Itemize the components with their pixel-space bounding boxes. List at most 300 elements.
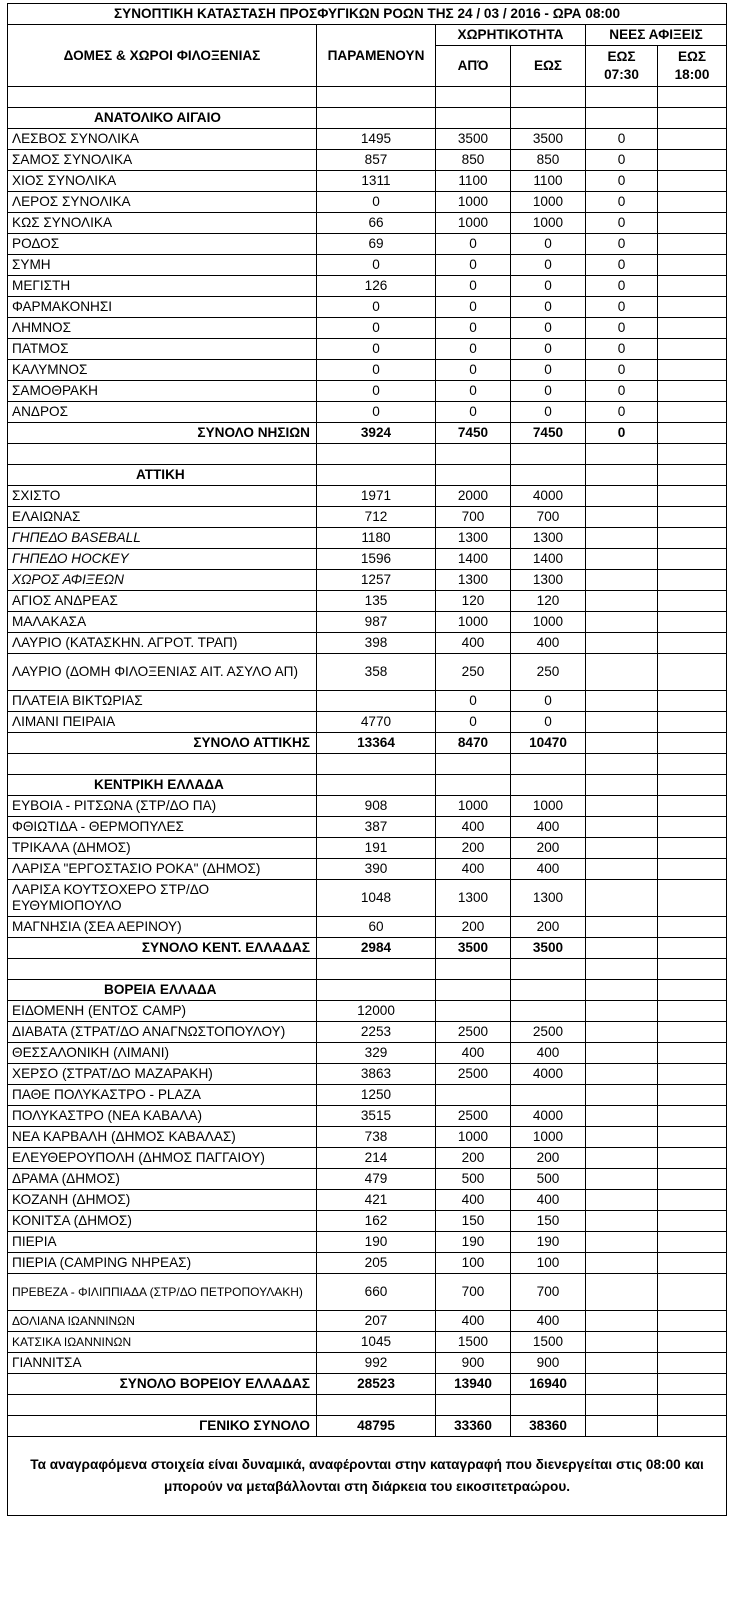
capacity-from-value: 0 [436, 318, 511, 339]
total-to-value: 3500 [511, 938, 586, 959]
arrivals-0730-value: 0 [586, 402, 658, 423]
arrivals-0730-value: 0 [586, 150, 658, 171]
empty-cell [658, 733, 727, 754]
total-from-value: 13940 [436, 1374, 511, 1395]
arrivals-1800-value [658, 1001, 727, 1022]
empty-cell [511, 87, 586, 108]
capacity-to-value: 4000 [511, 486, 586, 507]
table-row [8, 654, 727, 691]
arrivals-1800-value [658, 1211, 727, 1232]
capacity-to-value: 200 [511, 838, 586, 859]
capacity-from-value: 500 [436, 1169, 511, 1190]
table-row [8, 486, 727, 507]
section-total-row [8, 423, 727, 444]
arrivals-0730-value [586, 917, 658, 938]
arrivals-1800-value [658, 192, 727, 213]
table-row [8, 255, 727, 276]
header-until-1800: ΕΩΣ 18:00 [658, 46, 727, 87]
section-title: ΒΟΡΕΙΑ ΕΛΛΑΔΑ [8, 980, 317, 1001]
capacity-from-value: 1400 [436, 549, 511, 570]
arrivals-0730-value [586, 1190, 658, 1211]
empty-cell [658, 1374, 727, 1395]
location-name: ΡΟΔΟΣ [8, 234, 317, 255]
remaining-value: 992 [317, 1353, 436, 1374]
capacity-to-value: 400 [511, 859, 586, 880]
arrivals-1800-value [658, 150, 727, 171]
arrivals-0730-value [586, 1232, 658, 1253]
capacity-to-value: 0 [511, 276, 586, 297]
capacity-from-value: 200 [436, 1148, 511, 1169]
capacity-from-value: 1300 [436, 528, 511, 549]
header-to: ΕΩΣ [511, 46, 586, 87]
capacity-from-value: 400 [436, 1043, 511, 1064]
empty-cell [586, 444, 658, 465]
capacity-to-value: 250 [511, 654, 586, 691]
table-row [8, 360, 727, 381]
header-remaining: ΠΑΡΑΜΕΝΟΥΝ [317, 25, 436, 87]
table-row [8, 381, 727, 402]
table-row [8, 1253, 727, 1274]
header-capacity: ΧΩΡΗΤΙΚΟΤΗΤΑ [436, 25, 586, 46]
location-name: ΜΕΓΙΣΤΗ [8, 276, 317, 297]
table-row [8, 691, 727, 712]
section-header-row [8, 108, 727, 129]
table-row [8, 1064, 727, 1085]
grand-total-remaining: 48795 [317, 1416, 436, 1437]
remaining-value: 3515 [317, 1106, 436, 1127]
capacity-from-value: 200 [436, 917, 511, 938]
location-name: ΛΕΣΒΟΣ ΣΥΝΟΛΙΚΑ [8, 129, 317, 150]
empty-cell [317, 754, 436, 775]
arrivals-1800-value [658, 917, 727, 938]
remaining-value: 135 [317, 591, 436, 612]
grand-total-to: 38360 [511, 1416, 586, 1437]
location-name: ΛΙΜΑΝΙ ΠΕΙΡΑΙΑ [8, 712, 317, 733]
remaining-value: 0 [317, 402, 436, 423]
section-title: ΑΤΤΙΚΗ [8, 465, 317, 486]
empty-cell [658, 754, 727, 775]
arrivals-1800-value [658, 691, 727, 712]
remaining-value: 3863 [317, 1064, 436, 1085]
section-total-row [8, 1374, 727, 1395]
table-row [8, 318, 727, 339]
arrivals-1800-value [658, 1064, 727, 1085]
capacity-to-value: 850 [511, 150, 586, 171]
empty-cell [658, 1416, 727, 1437]
capacity-from-value: 400 [436, 859, 511, 880]
location-name: ΚΟΝΙΤΣΑ (ΔΗΜΟΣ) [8, 1211, 317, 1232]
arrivals-1800-value [658, 880, 727, 917]
table-row [8, 213, 727, 234]
capacity-from-value [436, 1085, 511, 1106]
location-name: ΕΥΒΟΙΑ - ΡΙΤΣΩΝΑ (ΣΤΡ/ΔΟ ΠΑ) [8, 796, 317, 817]
location-name: ΣΑΜΟΘΡΑΚΗ [8, 381, 317, 402]
empty-cell [436, 87, 511, 108]
location-name: ΑΓΙΟΣ ΑΝΔΡΕΑΣ [8, 591, 317, 612]
arrivals-0730-value [586, 1001, 658, 1022]
table-row [8, 917, 727, 938]
remaining-value: 207 [317, 1311, 436, 1332]
empty-cell [436, 775, 511, 796]
location-name: ΠΡΕΒΕΖΑ - ΦΙΛΙΠΠΙΑΔΑ (ΣΤΡ/ΔΟ ΠΕΤΡΟΠΟΥΛΑΚΗ) [8, 1274, 317, 1311]
arrivals-1800-value [658, 1190, 727, 1211]
table-row [8, 570, 727, 591]
capacity-to-value: 190 [511, 1232, 586, 1253]
capacity-from-value: 0 [436, 360, 511, 381]
capacity-to-value: 0 [511, 402, 586, 423]
arrivals-1800-value [658, 318, 727, 339]
location-name: ΓΗΠΕΔΟ HOCKEY [8, 549, 317, 570]
remaining-value: 1596 [317, 549, 436, 570]
table-row [8, 1274, 727, 1311]
empty-cell [511, 1395, 586, 1416]
capacity-to-value: 1300 [511, 880, 586, 917]
empty-cell [511, 959, 586, 980]
section-header-row [8, 980, 727, 1001]
table-row [8, 838, 727, 859]
table-row [8, 1085, 727, 1106]
total-arrivals-0730-value [586, 1374, 658, 1395]
location-name: ΑΝΔΡΟΣ [8, 402, 317, 423]
location-name: ΠΙΕΡΙΑ [8, 1232, 317, 1253]
spacer-row [8, 87, 727, 108]
remaining-value: 712 [317, 507, 436, 528]
table-row [8, 1232, 727, 1253]
remaining-value: 2253 [317, 1022, 436, 1043]
table-row [8, 1106, 727, 1127]
grand-total-label: ΓΕΝΙΚΟ ΣΥΝΟΛΟ [8, 1416, 317, 1437]
empty-cell [436, 1395, 511, 1416]
capacity-to-value: 1400 [511, 549, 586, 570]
remaining-value: 660 [317, 1274, 436, 1311]
total-arrivals-0730-value [586, 733, 658, 754]
remaining-value: 60 [317, 917, 436, 938]
capacity-to-value: 0 [511, 712, 586, 733]
remaining-value: 1495 [317, 129, 436, 150]
remaining-value: 190 [317, 1232, 436, 1253]
capacity-to-value: 200 [511, 917, 586, 938]
remaining-value: 1257 [317, 570, 436, 591]
location-name: ΦΑΡΜΑΚΟΝΗΣΙ [8, 297, 317, 318]
empty-cell [317, 775, 436, 796]
arrivals-1800-value [658, 486, 727, 507]
location-name: ΝΕΑ ΚΑΡΒΑΛΗ (ΔΗΜΟΣ ΚΑΒΑΛΑΣ) [8, 1127, 317, 1148]
arrivals-1800-value [658, 402, 727, 423]
remaining-value: 205 [317, 1253, 436, 1274]
remaining-value: 0 [317, 297, 436, 318]
arrivals-0730-value [586, 1085, 658, 1106]
remaining-value: 0 [317, 381, 436, 402]
location-name: ΔΡΑΜΑ (ΔΗΜΟΣ) [8, 1169, 317, 1190]
arrivals-0730-value [586, 549, 658, 570]
arrivals-0730-value: 0 [586, 129, 658, 150]
empty-cell [586, 980, 658, 1001]
footnote-row [8, 1437, 727, 1516]
remaining-value: 12000 [317, 1001, 436, 1022]
arrivals-1800-value [658, 1148, 727, 1169]
capacity-to-value [511, 1085, 586, 1106]
location-name: ΛΑΡΙΣΑ "ΕΡΓΟΣΤΑΣΙΟ ΡΟΚΑ" (ΔΗΜΟΣ) [8, 859, 317, 880]
capacity-to-value: 0 [511, 339, 586, 360]
arrivals-0730-value [586, 654, 658, 691]
table-row [8, 129, 727, 150]
total-remaining-value: 2984 [317, 938, 436, 959]
section-total-row [8, 733, 727, 754]
section-title: ΚΕΝΤΡΙΚΗ ΕΛΛΑΔΑ [8, 775, 317, 796]
capacity-from-value: 0 [436, 276, 511, 297]
table-row [8, 1190, 727, 1211]
title-row [8, 4, 727, 25]
capacity-from-value: 1000 [436, 612, 511, 633]
arrivals-0730-value [586, 1169, 658, 1190]
remaining-value: 0 [317, 255, 436, 276]
arrivals-1800-value [658, 171, 727, 192]
table-row [8, 150, 727, 171]
arrivals-0730-value [586, 1253, 658, 1274]
location-name: ΜΑΛΑΚΑΣΑ [8, 612, 317, 633]
arrivals-0730-value: 0 [586, 255, 658, 276]
capacity-to-value: 200 [511, 1148, 586, 1169]
capacity-from-value: 0 [436, 339, 511, 360]
location-name: ΤΡΙΚΑΛΑ (ΔΗΜΟΣ) [8, 838, 317, 859]
remaining-value: 0 [317, 339, 436, 360]
capacity-to-value: 3500 [511, 129, 586, 150]
arrivals-0730-value [586, 712, 658, 733]
remaining-value: 857 [317, 150, 436, 171]
location-name: ΛΕΡΟΣ ΣΥΝΟΛΙΚΑ [8, 192, 317, 213]
arrivals-1800-value [658, 838, 727, 859]
empty-cell [511, 754, 586, 775]
table-row [8, 859, 727, 880]
capacity-from-value: 1000 [436, 213, 511, 234]
total-remaining-value: 13364 [317, 733, 436, 754]
table-row [8, 633, 727, 654]
arrivals-1800-value [658, 1106, 727, 1127]
remaining-value: 4770 [317, 712, 436, 733]
remaining-value: 358 [317, 654, 436, 691]
capacity-to-value: 0 [511, 691, 586, 712]
table-row [8, 1211, 727, 1232]
arrivals-1800-value [658, 859, 727, 880]
capacity-from-value: 0 [436, 712, 511, 733]
arrivals-1800-value [658, 1353, 727, 1374]
capacity-from-value: 700 [436, 1274, 511, 1311]
section-total-label: ΣΥΝΟΛΟ ΑΤΤΙΚΗΣ [8, 733, 317, 754]
remaining-value: 390 [317, 859, 436, 880]
header-structures: ΔΟΜΕΣ & ΧΩΡΟΙ ΦΙΛΟΞΕΝΙΑΣ [8, 25, 317, 87]
arrivals-0730-value [586, 1106, 658, 1127]
capacity-from-value: 150 [436, 1211, 511, 1232]
location-name: ΚΑΤΣΙΚΑ ΙΩΑΝΝΙΝΩΝ [8, 1332, 317, 1353]
section-total-label: ΣΥΝΟΛΟ ΚΕΝΤ. ΕΛΛΑΔΑΣ [8, 938, 317, 959]
section-total-label: ΣΥΝΟΛΟ ΒΟΡΕΙΟΥ ΕΛΛΑΔΑΣ [8, 1374, 317, 1395]
report-title: ΣΥΝΟΠΤΙΚΗ ΚΑΤΑΣΤΑΣΗ ΠΡΟΣΦΥΓΙΚΩΝ ΡΟΩΝ ΤΗΣ 24 / 03 / 2016 - ΩΡΑ 08:00 [8, 4, 727, 25]
empty-cell [8, 444, 317, 465]
location-name: ΕΛΕΥΘΕΡΟΥΠΟΛΗ (ΔΗΜΟΣ ΠΑΓΓΑΙΟΥ) [8, 1148, 317, 1169]
location-name: ΕΛΑΙΩΝΑΣ [8, 507, 317, 528]
remaining-value: 1250 [317, 1085, 436, 1106]
empty-cell [511, 444, 586, 465]
location-name: ΔΟΛΙΑΝΑ ΙΩΑΝΝΙΝΩΝ [8, 1311, 317, 1332]
table-row [8, 1001, 727, 1022]
remaining-value: 1048 [317, 880, 436, 917]
arrivals-1800-value [658, 276, 727, 297]
arrivals-0730-value [586, 1353, 658, 1374]
remaining-value: 69 [317, 234, 436, 255]
table-row [8, 297, 727, 318]
table-row [8, 402, 727, 423]
arrivals-1800-value [658, 1332, 727, 1353]
capacity-from-value: 0 [436, 381, 511, 402]
capacity-from-value: 850 [436, 150, 511, 171]
arrivals-0730-value [586, 796, 658, 817]
empty-cell [511, 980, 586, 1001]
capacity-from-value: 900 [436, 1353, 511, 1374]
empty-cell [658, 938, 727, 959]
spacer-row [8, 444, 727, 465]
total-arrivals-0730-value [586, 938, 658, 959]
location-name: ΚΩΣ ΣΥΝΟΛΙΚΑ [8, 213, 317, 234]
table-row [8, 276, 727, 297]
section-total-label: ΣΥΝΟΛΟ ΝΗΣΙΩΝ [8, 423, 317, 444]
remaining-value: 1971 [317, 486, 436, 507]
arrivals-0730-value: 0 [586, 192, 658, 213]
table-row [8, 549, 727, 570]
empty-cell [586, 775, 658, 796]
table-row [8, 1127, 727, 1148]
header-new-arrivals: ΝΕΕΣ ΑΦΙΞΕΙΣ [586, 25, 727, 46]
table-row [8, 234, 727, 255]
remaining-value: 738 [317, 1127, 436, 1148]
arrivals-1800-value [658, 712, 727, 733]
capacity-to-value: 0 [511, 297, 586, 318]
table-row [8, 880, 727, 917]
arrivals-1800-value [658, 213, 727, 234]
arrivals-1800-value [658, 255, 727, 276]
capacity-to-value: 100 [511, 1253, 586, 1274]
arrivals-0730-value [586, 1043, 658, 1064]
capacity-from-value: 3500 [436, 129, 511, 150]
remaining-value: 479 [317, 1169, 436, 1190]
capacity-to-value: 150 [511, 1211, 586, 1232]
header-from: ΑΠΌ [436, 46, 511, 87]
capacity-from-value: 250 [436, 654, 511, 691]
header-until-0730: ΕΩΣ 07:30 [586, 46, 658, 87]
capacity-to-value: 0 [511, 255, 586, 276]
table-row [8, 1043, 727, 1064]
empty-cell [586, 959, 658, 980]
table-row [8, 339, 727, 360]
empty-cell [658, 959, 727, 980]
remaining-value: 0 [317, 360, 436, 381]
capacity-from-value: 2000 [436, 486, 511, 507]
location-name: ΣΥΜΗ [8, 255, 317, 276]
empty-cell [436, 108, 511, 129]
location-name: ΧΕΡΣΟ (ΣΤΡΑΤ/ΔΟ ΜΑΖΑΡΑΚΗ) [8, 1064, 317, 1085]
capacity-to-value: 400 [511, 633, 586, 654]
table-row [8, 192, 727, 213]
capacity-to-value: 1300 [511, 570, 586, 591]
arrivals-1800-value [658, 796, 727, 817]
empty-cell [658, 444, 727, 465]
capacity-from-value: 200 [436, 838, 511, 859]
capacity-to-value: 900 [511, 1353, 586, 1374]
location-name: ΛΑΥΡΙΟ (ΔΟΜΗ ΦΙΛΟΞΕΝΙΑΣ ΑΙΤ. ΑΣΥΛΟ ΑΠ) [8, 654, 317, 691]
arrivals-0730-value: 0 [586, 297, 658, 318]
arrivals-0730-value [586, 1148, 658, 1169]
table-row [8, 1311, 727, 1332]
empty-cell [658, 108, 727, 129]
location-name: ΔΙΑΒΑΤΑ (ΣΤΡΑΤ/ΔΟ ΑΝΑΓΝΩΣΤΟΠΟΥΛΟΥ) [8, 1022, 317, 1043]
arrivals-1800-value [658, 297, 727, 318]
empty-cell [317, 108, 436, 129]
capacity-to-value: 4000 [511, 1064, 586, 1085]
total-from-value: 8470 [436, 733, 511, 754]
arrivals-0730-value [586, 1211, 658, 1232]
capacity-to-value: 700 [511, 1274, 586, 1311]
total-remaining-value: 28523 [317, 1374, 436, 1395]
empty-cell [436, 444, 511, 465]
remaining-value [317, 691, 436, 712]
empty-cell [658, 465, 727, 486]
arrivals-1800-value [658, 129, 727, 150]
empty-cell [511, 108, 586, 129]
arrivals-1800-value [658, 1232, 727, 1253]
capacity-from-value: 1300 [436, 880, 511, 917]
remaining-value: 387 [317, 817, 436, 838]
capacity-to-value: 2500 [511, 1022, 586, 1043]
arrivals-1800-value [658, 1274, 727, 1311]
table-row [8, 528, 727, 549]
table-row [8, 1148, 727, 1169]
empty-cell [586, 87, 658, 108]
arrivals-0730-value [586, 1332, 658, 1353]
capacity-to-value: 0 [511, 234, 586, 255]
arrivals-1800-value [658, 654, 727, 691]
arrivals-0730-value [586, 1064, 658, 1085]
capacity-to-value: 400 [511, 817, 586, 838]
remaining-value: 191 [317, 838, 436, 859]
table-row [8, 612, 727, 633]
capacity-from-value: 190 [436, 1232, 511, 1253]
arrivals-0730-value [586, 486, 658, 507]
capacity-from-value: 0 [436, 297, 511, 318]
capacity-to-value: 0 [511, 318, 586, 339]
capacity-to-value: 400 [511, 1190, 586, 1211]
arrivals-0730-value: 0 [586, 276, 658, 297]
location-name: ΠΟΛΥΚΑΣΤΡΟ (ΝΕΑ ΚΑΒΑΛΑ) [8, 1106, 317, 1127]
table-row [8, 796, 727, 817]
arrivals-0730-value [586, 880, 658, 917]
arrivals-0730-value [586, 838, 658, 859]
arrivals-1800-value [658, 339, 727, 360]
empty-cell [8, 959, 317, 980]
refugee-flows-table [7, 3, 727, 1516]
location-name: ΚΟΖΑΝΗ (ΔΗΜΟΣ) [8, 1190, 317, 1211]
empty-cell [586, 465, 658, 486]
arrivals-1800-value [658, 591, 727, 612]
location-name: ΚΑΛΥΜΝΟΣ [8, 360, 317, 381]
header-row-1 [8, 25, 727, 46]
capacity-from-value: 0 [436, 402, 511, 423]
section-title: ΑΝΑΤΟΛΙΚΟ ΑΙΓΑΙΟ [8, 108, 317, 129]
remaining-value: 987 [317, 612, 436, 633]
arrivals-1800-value [658, 1043, 727, 1064]
empty-cell [436, 465, 511, 486]
empty-cell [511, 465, 586, 486]
arrivals-1800-value [658, 507, 727, 528]
location-name: ΣΧΙΣΤΟ [8, 486, 317, 507]
